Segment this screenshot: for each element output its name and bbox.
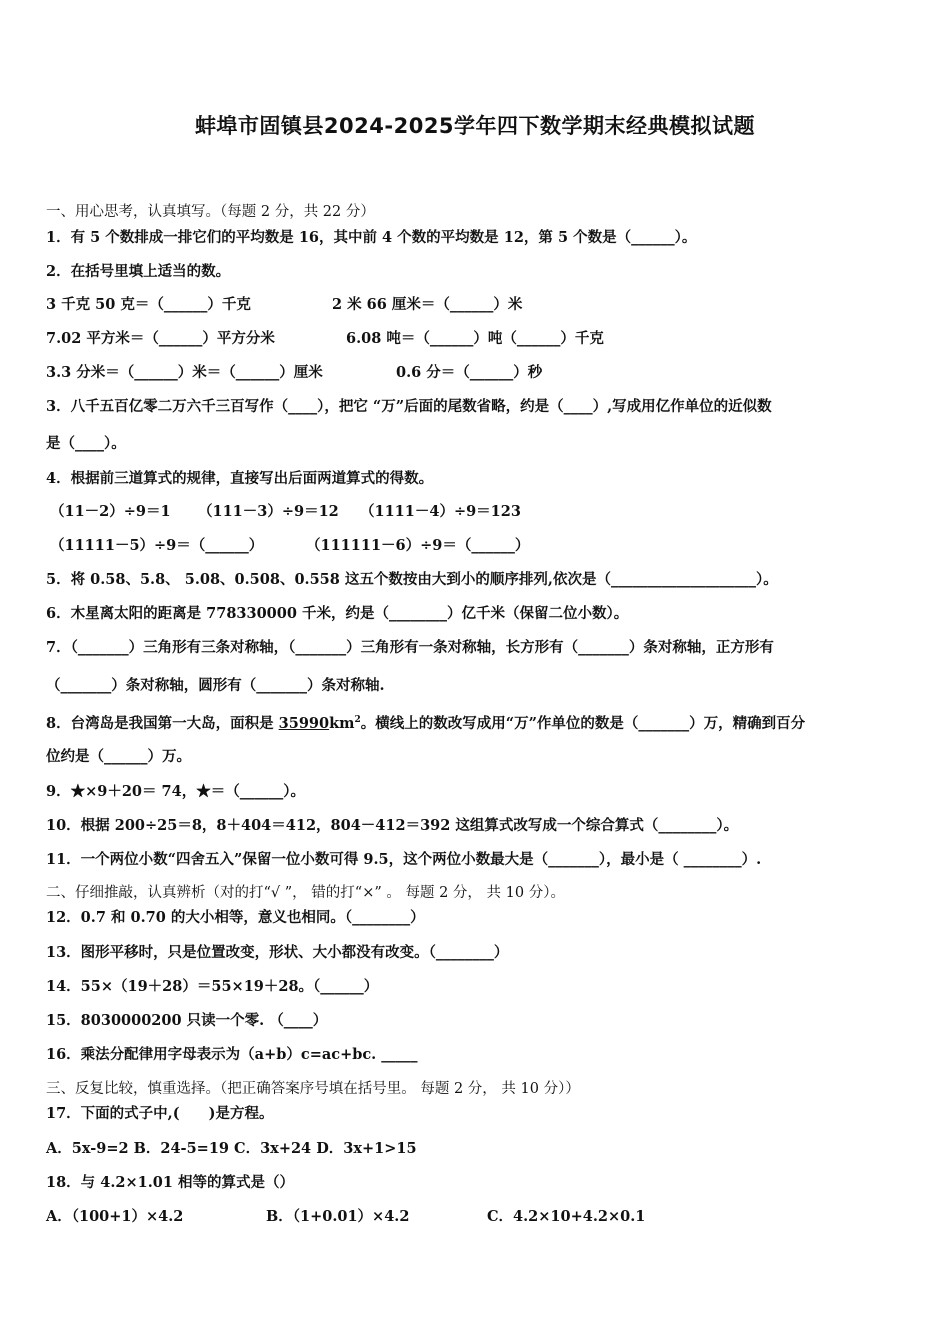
question-11: 11．一个两位小数“四舍五入”保留一位小数可得 9.5，这个两位小数最大是（_______），最小是（ ________）.: [46, 851, 762, 868]
question-8-unit-superscript: 2: [354, 715, 361, 725]
page-title: 蚌埠市固镇县2024-2025学年四下数学期末经典模拟试题: [194, 114, 756, 138]
question-5: 5．将 0.58、5.8、 5.08、0.508、0.558 这五个数按由大到小的顺序排列,依次是（____________________）。: [46, 571, 778, 588]
question-8-unit: km: [329, 714, 355, 732]
question-9: 9．★×9＋20＝ 74，★＝（______）。: [46, 783, 305, 800]
question-4: 4．根据前三道算式的规律，直接写出后面两道算式的得数。: [46, 470, 434, 487]
section-2-heading: 二、仔细推敲，认真辨析（对的打“√ ”， 错的打“×” 。 每题 2 分， 共 10 分）。: [46, 885, 565, 901]
question-4-formula-c: （1111－4）÷9＝123: [360, 503, 521, 520]
question-2-item-f: 0.6 分＝（______）秒: [396, 364, 543, 381]
question-18: 18．与 4.2×1.01 相等的算式是（）: [46, 1174, 294, 1191]
question-16: 16．乘法分配律用字母表示为（a+b）c=ac+bc. _____: [46, 1046, 418, 1063]
question-18-option-a: A．（100+1）×4.2: [46, 1208, 184, 1225]
question-8-suffix: 。横线上的数改写成用“万”作单位的数是（_______）万，精确到百分: [360, 714, 806, 732]
question-2-item-a: 3 千克 50 克＝（______）千克: [46, 296, 251, 313]
question-1: 1．有 5 个数排成一排它们的平均数是 16，其中前 4 个数的平均数是 12，第 5 个数是（______）。: [46, 229, 697, 246]
question-6: 6．木星离太阳的距离是 778330000 千米，约是（________）亿千米（保留二位小数）。: [46, 605, 629, 622]
question-4-formula-e: （111111－6）÷9＝（______）: [306, 537, 530, 554]
section-1-heading: 一、用心思考，认真填写。（每题 2 分，共 22 分）: [46, 204, 375, 220]
question-18-option-c: C．4.2×10+4.2×0.1: [487, 1208, 646, 1225]
question-17-options: A．5x-9=2 B．24-5=19 C．3x+24 D．3x+1>15: [46, 1140, 417, 1157]
question-13: 13．图形平移时，只是位置改变，形状、大小都没有改变。（________）: [46, 944, 509, 961]
question-8-line-1: [46, 710, 805, 734]
question-15: 15．8030000200 只读一个零. （____）: [46, 1012, 328, 1029]
question-4-formula-a: （11－2）÷9＝1: [50, 503, 171, 520]
question-8-line-2: 位约是（______）万。: [46, 748, 191, 765]
question-2: 2．在括号里填上适当的数。: [46, 263, 231, 280]
question-7-line-1: 7．（_______）三角形有三条对称轴，（_______）三角形有一条对称轴，长方形有（_______）条对称轴，正方形有: [46, 639, 774, 656]
question-8-prefix: 8．台湾岛是我国第一大岛，面积是: [46, 714, 279, 732]
question-18-option-b: B．（1+0.01）×4.2: [266, 1208, 410, 1225]
question-3-line-2: 是（____）。: [46, 435, 126, 452]
question-2-item-e: 3.3 分米＝（______）米＝（______）厘米: [46, 364, 323, 381]
question-4-formula-d: （11111－5）÷9＝（______）: [50, 537, 264, 554]
question-12: 12．0.7 和 0.70 的大小相等，意义也相同。（________）: [46, 909, 425, 926]
question-2-item-b: 2 米 66 厘米＝（______）米: [332, 296, 523, 313]
question-2-item-d: 6.08 吨＝（______）吨（______）千克: [346, 330, 604, 347]
question-4-formula-b: （111－3）÷9＝12: [198, 503, 339, 520]
question-7-line-2: （_______）条对称轴，圆形有（_______）条对称轴.: [46, 677, 385, 694]
question-14: 14．55×（19＋28）＝55×19＋28。（______）: [46, 978, 379, 995]
section-3-heading: 三、反复比较，慎重选择。（把正确答案序号填在括号里。 每题 2 分， 共 10 分））: [46, 1081, 580, 1097]
question-3-line-1: 3．八千五百亿零二万六千三百写作（____），把它 “万”后面的尾数省略，约是（____）,写成用亿作单位的近似数: [46, 398, 772, 415]
question-8-area-number: 35990: [278, 714, 330, 732]
question-2-item-c: 7.02 平方米＝（______）平方分米: [46, 330, 275, 347]
question-10: 10．根据 200÷25＝8，8＋404＝412，804－412＝392 这组算式改写成一个综合算式（________）。: [46, 817, 739, 834]
question-17: 17．下面的式子中,( )是方程。: [46, 1105, 274, 1122]
